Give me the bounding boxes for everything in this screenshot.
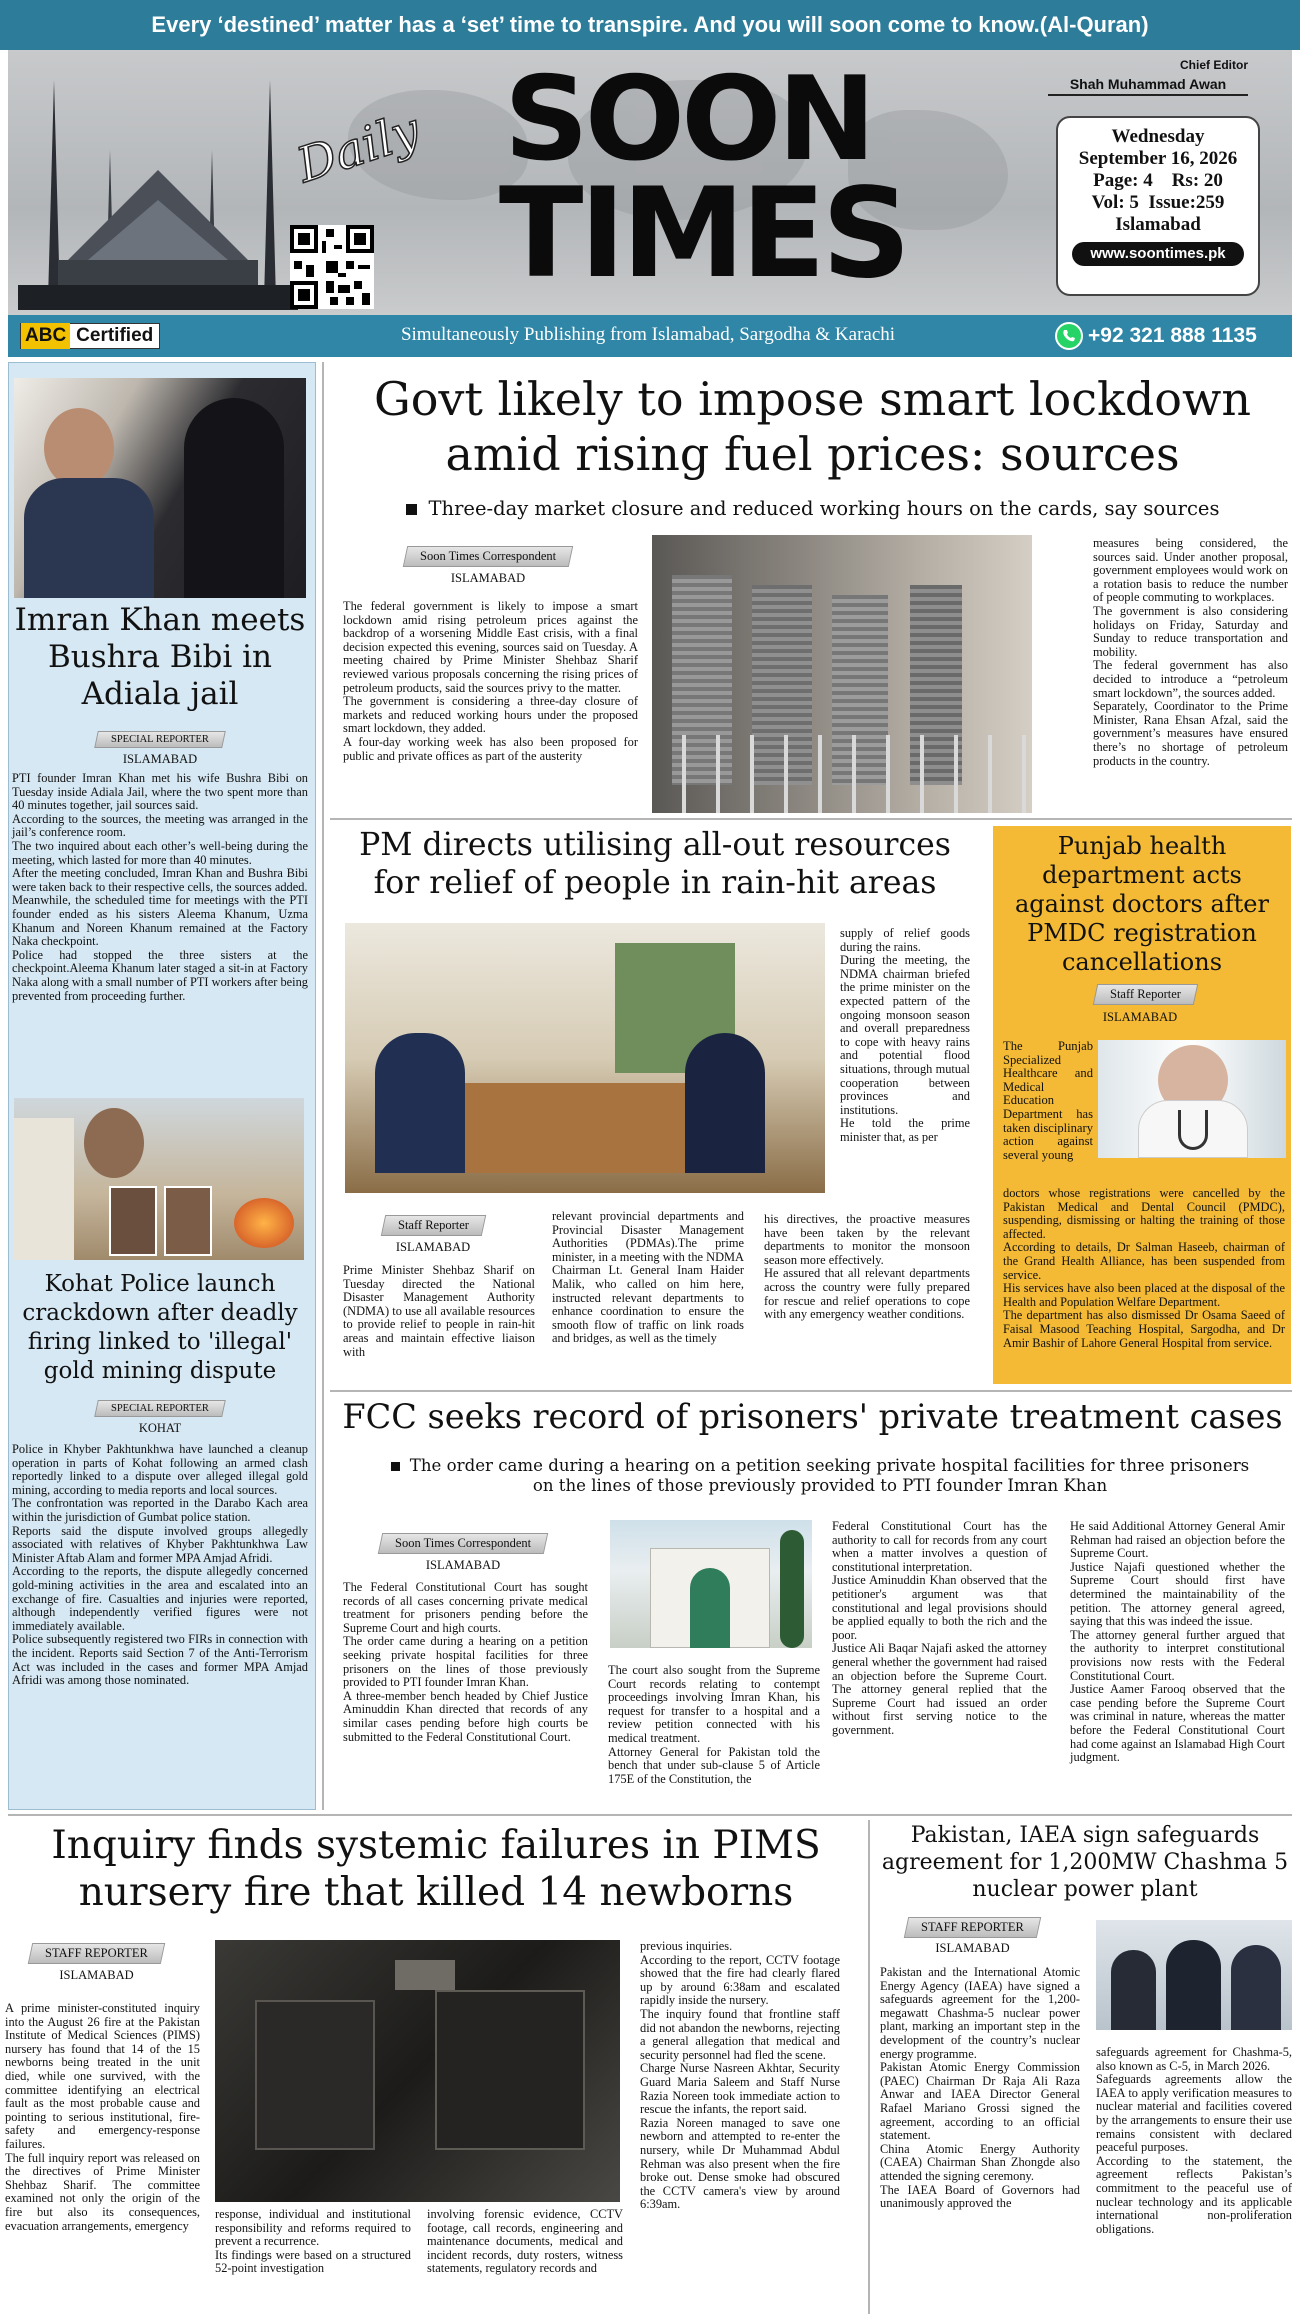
iaea-col1: Pakistan and the International Atomic Energy Agency (IAEA) have signed a safeguards agreement for the 1,200-megawatt Chashma-5 nuclear power plant, marking an important step in the development of the country’s nuclear energy programme. Pakistan Atomic Energy Commission (PAEC) Chairman Dr Raja Ali Raza Anwar and IAEA Director General Rafael Mariano Grossi signed the agreement, according to an official statement. China Atomic Energy Authority (CAEA) Chairman Shan Zhongde also attended the signing ceremony. The IAEA Board of Governors had unanimously approved the [880,1965,1080,2211]
website-link[interactable]: www.soontimes.pk [1072,242,1244,266]
chief-editor-name: Shah Muhammad Awan [1048,76,1248,96]
punjab-headline[interactable]: Punjab health department acts against doctors after PMDC registration cancellations [1015,832,1269,976]
issue-info-box [1056,116,1260,296]
column-divider [868,1820,870,2314]
pims-col4: previous inquiries. According to the report, CCTV footage showed that the fire had clearly flared up by around 6:38am and escalated rapidly inside the nursery. The inquiry found that frontline staff did not abandon the newborns, rejecting a general allegation that medical and security personnel had fled the scene. Charge Nurse Nasreen Akhtar, Security Guard Maria Saleem and Staff Nurse Razia Noreen took immediate action to rescue the infants, the report said. Razia Noreen managed to save one newborn and attempted to re-enter the nursery, while Dr Muhammad Abdul Rehman was also present when the fire broke out. Dense smoke had obscured the CCTV camera's view by around 6:39am. [640,1939,840,2212]
lead-headline[interactable]: Govt likely to impose smart lockdown amid rising fuel prices: sources [373,372,1252,481]
doctor-photo [1098,1040,1286,1158]
iaea-tag: STAFF REPORTER [904,1917,1041,1938]
fcc-col3: Federal Constitutional Court has the authority to call for records from any court when a matter involves a question of constitutional interpretation. Justice Aminuddin Khan observed that the petitioner's argument was that constitutional and legal provisions should be applied equally to both the rich and the poor. Justice Ali Baqar Najafi asked the attorney general whether the government had raised an objection before the Supreme Court. The attorney general replied that the Supreme Court had issued an order without first serving notice to the government. [832,1519,1047,1737]
story1-tag: SPECIAL REPORTER [94,731,225,748]
publishing-strip [8,315,1292,357]
iaea-headline[interactable]: Pakistan, IAEA sign safeguards agreement for 1,200MW Chashma 5 nuclear power plant [881,1823,1289,1902]
issue-page-price: Page: 4 Rs: 20 [1093,170,1223,191]
fcc-subhead: The order came during a hearing on a petition seeking private hospital facilities for three prisoners on the lines of those previously provided to PTI founder Imran Khan [390,1456,1250,1496]
pm-col3-bottom: his directives, the proactive measures have been taken by the relevant departments to monitor the monsoon season more effectively. He assured that all relevant departments across the country were fully prepared for rescue and relief operations to cope with any emergency weather conditions. [764,1212,970,1322]
pims-place: ISLAMABAD [59,1968,134,1982]
fcc-headline[interactable]: FCC seeks record of prisoners' private treatment cases [342,1397,1283,1436]
story2-body: Police in Khyber Pakhtunkhwa have launched a cleanup operation in parts of Kohat following an armed clash reportedly linked to a dispute over alleged illegal gold mining, according to media reports and local sources. The confrontation was reported in the Darabo Kach area within the jurisdiction of Gumbat police station. Reports said the dispute involved groups allegedly associated with relatives of Khyber Pakhtunkhwa Law Minister Aftab Alam and former MPA Amjad Afridi. According to the reports, the dispute allegedly concerned gold-mining activities in the area and escalated into an exchange of fire. Casualties and injuries were reported, although independently verified figures were not immediately available. Police subsequently registered two FIRs in connection with the incident. Reports said Section 7 of the Anti-Terrorism Act was included in the cases and former MPA Amjad Afridi was among those nominated. [12,1442,308,1688]
daily-script: Daily [290,102,427,194]
pm-col3-top: supply of relief goods during the rains. During the meeting, the NDMA chairman briefed the prime minister on the expected pattern of the ongoing monsoon season and overall preparedness to cope with heavy rains and potential flood situations, through mutual cooperation between provinces and institutions. He told the prime minister that, as per [840,926,970,1144]
iaea-col2: safeguards agreement for Chashma-5, also known as C-5, in March 2026. Safeguards agreements allow the IAEA to apply verification measures to nuclear material and facilities covered by the arrangements to ensure their use remains consistent with declared peaceful purposes. According to the statement, the agreement reflects Pakistan’s commitment to the peaceful use of nuclear technology and its applicable international non-proliferation obligations. [1096,2045,1292,2236]
top-banner [0,0,1300,50]
pm-place: ISLAMABAD [395,1240,471,1254]
publishing-line: Simultaneously Publishing from Islamabad, Sargodha & Karachi [400,324,896,345]
court-building-photo [610,1520,812,1648]
burnt-nursery-photo [215,1940,620,2202]
lead-tag: Soon Times Correspondent [403,546,574,567]
issue-vol: Vol: 5 Issue:259 [1091,192,1225,213]
iaea-signing-photo [1096,1920,1292,2030]
pims-headline[interactable]: Inquiry finds systemic failures in PIMS nursery fire that killed 14 newborns [51,1823,821,1915]
qr-code[interactable] [290,225,374,309]
closed-market-photo [652,535,1032,813]
pims-tag: STAFF REPORTER [28,1943,165,1964]
imran-bushra-photo [14,378,306,598]
punjab-place: ISLAMABAD [1102,1010,1178,1024]
section-divider [8,1814,1292,1816]
punjab-tag: Staff Reporter [1092,984,1197,1005]
bullet-icon [391,1462,400,1471]
pims-col2: response, individual and institutional responsibility and reforms required to prevent a recurrence. Its findings were based on a structured 52-point investigation [215,2207,411,2276]
story2-place: KOHAT [138,1421,182,1435]
issue-day: Wednesday [1111,126,1205,147]
story2-tag: SPECIAL REPORTER [94,1400,225,1417]
masthead-times: TIMES [498,162,908,306]
iaea-place: ISLAMABAD [935,1941,1010,1955]
phone-number: +92 321 888 1135 [1088,324,1257,347]
masthead-soon: SOON [503,51,873,187]
pm-col1: Prime Minister Shehbaz Sharif on Tuesday directed the National Disaster Management Authority (NDMA) to use all available resources to provide relief to people in rain-hit areas and maintain effective liaison with [343,1263,535,1359]
banner-quote: Every ‘destined’ matter has a ‘set’ time to transpire. And you will soon come to know.(Al-Quran) [151,12,1149,37]
lead-col1: The federal government is likely to impose a smart lockdown amid rising petroleum prices against the backdrop of a worsening Middle East crisis, with a final decision expected this evening, sources said on Tuesday. A meeting chaired by Prime Minister Shehbaz Sharif reviewed various proposals concerning the rising prices of petroleum products, said the sources privy to the matter. The government is considering a three-day closure of markets and reduced working hours under the proposed smart lockdown, they added. A four-day working week has also been proposed for public and private offices as part of the austerity [343,599,638,763]
story1-headline[interactable]: Imran Khan meets Bushra Bibi in Adiala jail [14,602,306,712]
pm-col2: relevant provincial departments and Provincial Disaster Management Authorities (PDMAs).The prime minister, in a meeting with the NDMA Chairman Lt. General Inam Haider Malik, who called on him here, instructed relevant departments to enhance coordination to ensure the smooth flow of traffic on link roads and bridges, as well as the timely [552,1209,744,1346]
abc-certified-badge [20,323,160,349]
phone-contact[interactable] [1054,321,1257,351]
punjab-wrap-text: The Punjab Specialized Healthcare and Medical Education Department has taken disciplinary action against several young [1003,1039,1093,1162]
pm-tag: Staff Reporter [380,1215,485,1236]
lead-col2: measures being considered, the sources said. Under another proposal, government employees would work on a rotation basis to reduce the number of people commuting to workplaces. The government is also considering holidays on Friday, Saturday and Sunday to reduce transportation and mobility. The federal government has also decided to introduce a “petroleum smart lockdown”, the sources added. Separately, Coordinator to the Prime Minister, Rana Ehsan Afzal, said the government’s measures have ensured there’s no shortage of petroleum products in the country. [1093,536,1288,768]
pims-col3: involving forensic evidence, CCTV footage, call records, engineering and maintenance documents, medical and incident records, duty rosters, witness statements, regulatory records and [427,2207,623,2276]
fcc-col1: The Federal Constitutional Court has sought records of all cases concerning private medical treatment for prisoners pending before the Supreme Court and high courts. The order came during a hearing on a petition seeking private hospital facilities for three prisoners on the lines of those previously provided to PTI founder Imran Khan. A three-member bench headed by Chief Justice Aminuddin Khan directed that records of any similar cases pending before high courts be submitted to the Federal Constitutional Court. [343,1580,588,1744]
fcc-tag: Soon Times Correspondent [378,1533,549,1554]
section-divider [330,818,1292,820]
fcc-col4: He said Additional Attorney General Amir Rehman had raised an objection before the Supreme Court. Justice Najafi questioned whether the Supreme Court should first have determined the maintainability of the petition. The attorney general agreed, saying that this was indeed the issue. The attorney general further argued that the authority to interpret constitutional provisions now rests with the Federal Constitutional Court. Justice Aamer Farooq observed that the case pending before the Supreme Court was criminal in nature, whereas the matter before the Federal Constitutional Court had come against an Islamabad High Court judgment. [1070,1519,1285,1765]
kohat-photo-collage [14,1098,304,1260]
mosque-illustration [18,60,298,310]
pm-meeting-photo [345,923,825,1193]
lead-place: ISLAMABAD [450,571,526,585]
whatsapp-icon [1054,321,1084,351]
section-divider [330,1390,1292,1392]
story1-place: ISLAMABAD [122,752,198,766]
lead-subhead: Three-day market closure and reduced working hours on the cards, say sources [335,497,1290,520]
chief-editor-label: Chief Editor [1180,58,1248,72]
story1-body: PTI founder Imran Khan met his wife Bushra Bibi on Tuesday inside Adiala Jail, where the two spent more than 40 minutes together, jail sources said. According to the sources, the meeting was arranged in the jail’s conference room. The two inquired about each other’s well-being during the meeting, which lasted for more than 40 minutes. After the meeting concluded, Imran Khan and Bushra Bibi were taken back to their respective cells, the sources added. Meanwhile, the scheduled time for meetings with the PTI founder ended as his sisters Aleema Khanum, Uzma Khanum and Noreen Khanum remained at the Factory Naka checkpoint. Police had stopped the three sisters at the checkpoint.Aleema Khanum later staged a sit-in at Factory Naka along with a small number of PTI workers after being prevented from proceeding further. [12,771,308,1003]
column-divider [322,362,324,1810]
masthead [8,50,1292,315]
punjab-body: doctors whose registrations were cancelled by the Pakistan Medical and Dental Council (PMDC), suspending, dismissing or halting the training of those affected. According to details, Dr Salman Haseeb, chairman of the Grand Health Alliance, has been suspended from service. His services have also been placed at the disposal of the Health and Population Welfare Department. The department has also dismissed Dr Osama Saeed of Faisal Masood Teaching Hospital, Sargodha, and Dr Amir Bashir of Lahore General Hospital from service. [1003,1186,1285,1350]
pm-headline[interactable]: PM directs utilising all-out resources for relief of people in rain-hit areas [359,827,951,901]
issue-city: Islamabad [1115,214,1201,235]
issue-date: September 16, 2026 [1078,148,1238,169]
abc-text: ABC [21,323,70,349]
certified-text: Certified [76,325,154,346]
story2-headline[interactable]: Kohat Police launch crackdown after deadly firing linked to 'illegal' gold mining dispute [22,1271,298,1384]
pims-col1: A prime minister-constituted inquiry into the August 26 fire at the Pakistan Institute of Medical Sciences (PIMS) nursery has found that 14 of the 15 newborns being treated in the unit died, while one survived, with the committee identifying an electrical fault as the most probable cause and pointing to serious institutional, fire-safety and emergency-response failures. The full inquiry report was released on the directives of Prime Minister Shehbaz Sharif. The committee examined not only the origin of the fire but also its consequences, evacuation arrangements, emergency [5,2001,200,2233]
fcc-place: ISLAMABAD [425,1558,501,1572]
fcc-col2: The court also sought from the Supreme Court records relating to contempt proceedings involving Imran Khan, his request for transfer to a hospital and a review petition connected with his medical treatment. Attorney General for Pakistan told the bench that under sub-clause 5 of Article 175E of the Constitution, the [608,1663,820,1786]
bullet-icon [406,504,417,515]
